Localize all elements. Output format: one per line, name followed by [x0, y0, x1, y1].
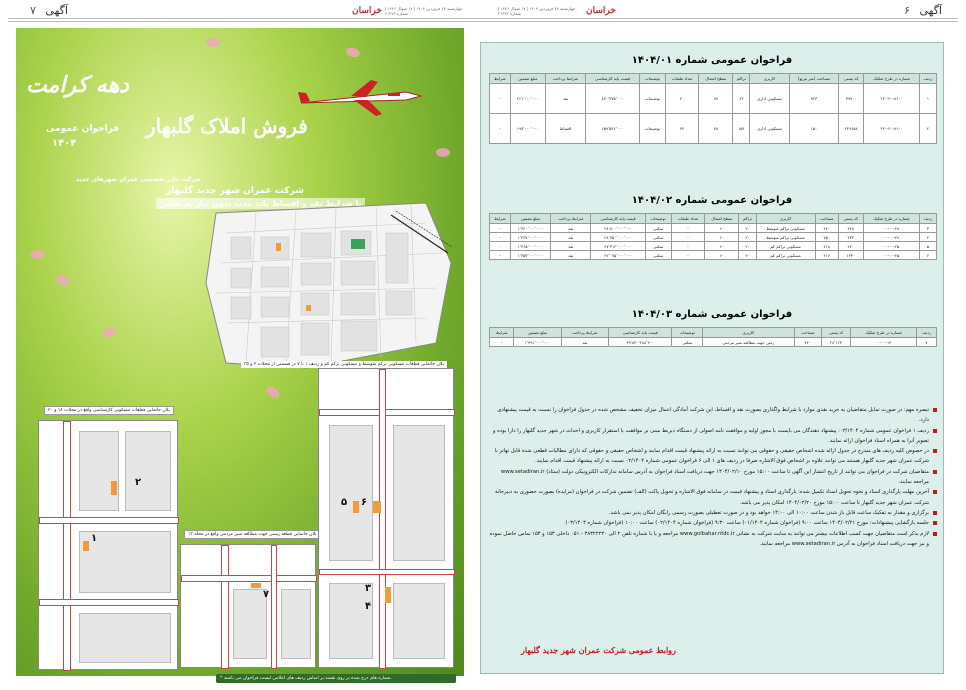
table-cell: ۶۰ — [705, 251, 739, 260]
table-header-cell: مساحت — [815, 214, 838, 224]
table-cell: ۶۵۹٬۵۲۶٬۰۰۰ — [586, 114, 640, 144]
table-cell: ۲۳۰-۲۰-۸۶۰۰ — [864, 84, 920, 114]
map-marker-7: ۷ — [263, 589, 270, 600]
table-header-cell: شرایط پرداخت — [545, 74, 585, 84]
table-cell: ۲۷٬۳۱۲٬۰۰۰٬۰۰۰ — [591, 242, 645, 251]
table-header-cell: توضیحات — [645, 214, 671, 224]
table-cell: ۶۲ — [733, 84, 750, 114]
table-cell: ۱٬۳۵۳٬۰۰۰٬۰۰۰ — [510, 251, 550, 260]
table-header-cell: شرایط — [490, 214, 511, 224]
table-cell: ۲۱۸ — [815, 242, 838, 251]
call-1-table — [489, 73, 937, 144]
table-header-cell: قیمت پایه کارشناسی — [591, 214, 645, 224]
table-cell: ۴۰ — [665, 84, 699, 114]
table-header-cell: شرایط پرداخت — [561, 328, 608, 338]
table-cell: ۲۲۸ — [838, 224, 863, 233]
table-cell: ۱۹۷٬۰۰۰٬۰۰۰ — [510, 114, 545, 144]
table-cell: ۶۰ — [705, 242, 739, 251]
plan-panel-c — [318, 368, 454, 668]
table-header-cell: توضیحات — [672, 328, 703, 338]
table-header-cell: تعداد طبقات — [671, 214, 705, 224]
tender-panel — [480, 42, 944, 674]
table-cell: - — [490, 242, 511, 251]
table-cell: - — [671, 242, 705, 251]
table-cell: - — [490, 233, 511, 242]
call-3-table — [489, 327, 937, 347]
table-cell: سکنی — [645, 233, 671, 242]
note-item: در خصوص کلیه ردیف های مندرج در جدول ارائه شده اشخاص حقیقی و حقوقی می توانند نسبت به ارائه پیشنهاد قیمت اقدام نمایند و اشخاص حقیقی و حقوقی که دارای مطالبات قطعی شده قابل تهاتر با شرکت عمران شهر جدید گلبهار هستند می توانند علاوه بر اشخاص فوق الاشاره صرفا در ردیف های ۱ الی ۶ فراخوان عمومی شماره ۰۲/۱۴۰۴ نسبت به ارائه پیشنهاد قیمت اقدام نمایند. — [489, 446, 937, 467]
call-1-title: فراخوان عمومی شماره ۱۴۰۴/۰۱ — [631, 55, 793, 66]
table-cell: توضیحات — [639, 114, 665, 144]
table-row — [490, 251, 937, 260]
table-cell: ۷۸ — [699, 84, 733, 114]
table-header-cell: مبلغ تضمین — [510, 214, 550, 224]
call-label: فراخوان عمومی — [46, 124, 120, 134]
table-cell: - — [490, 84, 511, 114]
left-page-header — [24, 4, 68, 17]
sale-poster — [16, 28, 464, 681]
note-item: متقاضیان شرکت در فراخوان می توانند از تاریخ انتشار این آگهی تا ساعت ۱۵:۰۰ مورخ ۱۴۰۴/۰۲/۱۰ جهت دریافت اسناد فراخوان به آدرس سامانه تدارکات الکترونیکی دولت (ستاد) www.setadiran.ir مراجعه نمایند. — [489, 467, 937, 488]
table-cell: ۲۱۷ — [815, 251, 838, 260]
table-header-cell: شماره در طرح تفکیک — [863, 214, 919, 224]
table-cell: ۱٬۴۴۰٬۰۰۰٬۰۰۰ — [510, 224, 550, 233]
table-cell: ۰۰-۰۰-۱۳ — [851, 338, 917, 347]
table-cell: ۲۸٬۱۶۳ — [821, 338, 850, 347]
table-cell: ۴۸ — [699, 114, 733, 144]
map-marker-6: ۶ — [361, 497, 368, 508]
right-dateline: چهارشنبه ۲۷ فروردین ۱۴۰۴ | ۱۷ شوال ۱۴۴۶ | شماره ۲۱۳۷۶ — [498, 6, 576, 16]
map-marker-3: ۳ — [365, 583, 372, 594]
slogan-text: دهه کرامت — [26, 72, 129, 98]
table-header-cell: شماره در طرح تفکیک — [864, 74, 920, 84]
table-header-cell: کاربری — [756, 214, 815, 224]
table-cell: ۸۷۰٬۳۷۵٬۰۰۰ — [586, 84, 640, 114]
table-cell: ۱۵۰ — [789, 114, 839, 144]
table-cell: - — [490, 251, 511, 260]
tender-notes — [489, 405, 937, 549]
table-cell: ۲۰ — [739, 242, 756, 251]
table-cell: ۰۰-۰۰-۲۸ — [863, 233, 919, 242]
right-page-header — [898, 4, 942, 17]
table-cell: - — [490, 338, 514, 347]
right-page-number: ۶ — [904, 4, 910, 17]
table-cell: - — [671, 251, 705, 260]
table-row — [490, 224, 937, 233]
table-header-cell: شرایط پرداخت — [550, 214, 590, 224]
table-header-cell: کد پستی — [839, 74, 864, 84]
map-marker-5: ۵ — [341, 497, 348, 508]
plan-panel-a — [38, 420, 178, 670]
note-item: تبصره مهم: در صورت تمایل متقاضیان به خرید نقدی موارد با شرایط واگذاری بصورت نقد و اقساط، این شرکت آمادگی اعمال میزان تخفیف مشخص شده در جدول فراخوان را نسبت به قیمت پیشنهادی دارد. — [489, 405, 937, 426]
table-row — [490, 242, 937, 251]
table-cell: - — [671, 233, 705, 242]
table-cell: ۱٬۴۹۱٬۰۰۰٬۰۰۰ — [514, 338, 561, 347]
table-cell: مسکونی تراکم کم — [756, 242, 815, 251]
table-cell: ۳۹۷۰۰ — [839, 84, 864, 114]
note-item: ردیف ۱ فراخوان عمومی شماره ۰۳/۱۴۰۴: پیشنهاد دهندگان می بایست با مجوز اولیه و موافقت نامه اصولی از دستگاه ذیربط مبنی بر موافقت با استقرار کاربری و احداث در شهر جدید گلبهار را دارا بوده و تصویر آنرا به همراه اسناد فراخوان ارائه نمایند. — [489, 426, 937, 447]
table-cell: سکنی — [645, 242, 671, 251]
table-header-cell: سطح اشغال — [699, 74, 733, 84]
right-logo: خراسان — [586, 6, 616, 16]
table-header-cell: سطح اشغال — [705, 214, 739, 224]
table-cell: نقد — [550, 224, 590, 233]
table-cell: مسکونی اداری — [750, 84, 789, 114]
call-3-title: فراخوان عمومی شماره ۱۴۰۴/۰۳ — [631, 309, 793, 320]
map-marker-1: ۱ — [91, 533, 98, 544]
table-cell: ۰۰-۰۰-۲۸ — [863, 224, 919, 233]
table-header-cell: ردیف — [919, 214, 936, 224]
table-cell: توضیحات — [639, 84, 665, 114]
header-rule — [8, 18, 958, 22]
table-row — [490, 233, 937, 242]
table-cell: ۲۳۰-۲۰-۸۶۰۰ — [864, 114, 920, 144]
table-header-cell: شرایط — [490, 328, 514, 338]
table-cell: ۵ — [919, 242, 936, 251]
table-header-cell: ردیف — [916, 328, 936, 338]
table-cell: سکنی — [645, 224, 671, 233]
table-header-cell: مبلغ تضمین — [514, 328, 561, 338]
panel-b-caption: پلان جانمایی قطعه رسنی جهت مطالعه سیر مردمی واقع در محله ۱۳ — [184, 530, 320, 539]
left-page-label: آگهی — [45, 4, 68, 17]
site-master-map — [186, 193, 456, 373]
plan-panel-b — [180, 544, 316, 668]
table-cell: ۲۰ — [739, 224, 756, 233]
table-cell: ۲ — [920, 114, 937, 144]
table-cell: ۷ — [916, 338, 936, 347]
table-header-cell: شماره در طرح تفکیک — [851, 328, 917, 338]
table-cell: ۱٬۳۶۵٬۰۰۰٬۰۰۰ — [510, 242, 550, 251]
table-cell: مسکونی اداری — [750, 114, 789, 144]
table-cell: ۲۵۰ — [815, 233, 838, 242]
table-cell: ۳۴ — [665, 114, 699, 144]
table-cell: مسکونی تراکم کم — [756, 251, 815, 260]
table-cell: ۰۰-۰۰-۲۵ — [863, 251, 919, 260]
call-2-title: فراخوان عمومی شماره ۱۴۰۴/۰۲ — [631, 195, 793, 206]
table-header-cell: مساحت (متر مربع) — [789, 74, 839, 84]
table-cell: - — [671, 224, 705, 233]
public-relations-signature: روابط عمومی شرکت عمران شهر جدید گلبهار — [521, 645, 676, 655]
table-row — [490, 114, 937, 144]
table-cell: نقد — [550, 242, 590, 251]
map-marker-2: ۲ — [135, 477, 142, 488]
table-cell: نقد — [550, 251, 590, 260]
table-row — [490, 338, 937, 347]
left-logo: خراسان — [352, 6, 382, 16]
table-header-cell: کد پستی — [821, 328, 850, 338]
table-cell: ۴ — [919, 233, 936, 242]
table-cell: سکنی — [672, 338, 703, 347]
note-item: برگزاری و مقدار به تفکیک ساعت قابل باز شدن ساعت ۱۰:۰۰ الی ۱۴:۰۰ خواهد بود و در صورت تعطیلی بصورت رسمی رایگان امکان پذیر نمی باشد. — [489, 508, 937, 518]
table-cell: مسکونی تراکم متوسط — [756, 224, 815, 233]
table-cell: ۱۳۳۰ — [838, 251, 863, 260]
table-cell: ۱۵۴ — [733, 114, 750, 144]
table-cell: مسکونی تراکم متوسط — [756, 233, 815, 242]
main-map-caption: پلان جانمایی قطعات مسکونی ترکم متوسط و مسکونی ترکم کم و ردیف ۱ تا ۷ در قسمتی از محلات ۲ و ۳۵ — [241, 361, 447, 368]
table-cell: ۲۰ — [739, 251, 756, 260]
panel-a-caption: پلان جانمایی قطعات مسکونی کارشناسی واقع در محلات ۱۸ و ۲۰ — [44, 406, 174, 415]
table-cell: - — [490, 114, 511, 144]
table-cell: ۶۰ — [705, 233, 739, 242]
table-header-cell: قیمت پایه کارشناسی — [586, 74, 640, 84]
table-header-cell: کاربری — [750, 74, 789, 84]
table-cell: ۲۰ — [739, 233, 756, 242]
table-cell: اقساط — [545, 114, 585, 144]
table-header-cell: کد پستی — [838, 214, 863, 224]
table-cell: نقد — [550, 233, 590, 242]
table-cell: ۲۶۱٬۰۰۰٬۰۰۰ — [510, 84, 545, 114]
table-header-cell: مساحت — [794, 328, 821, 338]
company-line: شرکت مادر تخصصی عمران شهرهای جدید — [76, 176, 201, 183]
table-cell: ۱ — [920, 84, 937, 114]
table-header-cell: تراکم — [733, 74, 750, 84]
table-cell: ۱٬۴۳۷٬۰۰۰٬۰۰۰ — [510, 233, 550, 242]
left-dateline: چهارشنبه ۲۷ فروردین ۱۴۰۴ | ۱۷ شوال ۱۴۴۶ | شماره ۲۱۳۷۶ — [385, 6, 463, 16]
table-header-cell: مبلغ تضمین — [510, 74, 545, 84]
table-cell: ۲۸٬۷۵۰٬۰۰۰٬۰۰۰ — [591, 233, 645, 242]
table-cell: ۴۴۰ — [794, 338, 821, 347]
headline-text: فروش املاک گلبهار — [146, 114, 308, 138]
map-marker-4: ۴ — [365, 601, 372, 612]
table-cell: ۰۰-۰۰-۲۵ — [863, 242, 919, 251]
table-cell: ۲۹٬۸۳۰٬۲۸۸٬۴۰۰ — [609, 338, 672, 347]
right-page-label: آگهی — [919, 4, 942, 17]
company-name: شرکت عمران شهر جدید گلبهار — [166, 186, 305, 196]
table-header-cell: ردیف — [920, 74, 937, 84]
note-item: جلسه بازگشایی پیشنهادات: مورخ ۱۴۰۴/۰۲/۲۱ ساعت ۹:۰۰ (فراخوان شماره ۰۱/۱۴۰۴) ساعت ۹:۳۰ (فراخوان شماره ۰۲/۱۴۰۴) ساعت ۱۰:۰۰ (فراخوان شماره ۰۳/۱۴۰۴) — [489, 518, 937, 528]
table-header-cell: کاربری — [702, 328, 794, 338]
table-cell: ۲۲۰ — [838, 242, 863, 251]
left-page-number: ۷ — [30, 4, 36, 17]
table-header-cell: قیمت پایه کارشناسی — [609, 328, 672, 338]
table-cell: ۹۲۳ — [789, 84, 839, 114]
table-cell: زمین جهت مطالعه سیر مردمی — [702, 338, 794, 347]
table-cell: ۲۴۰ — [815, 224, 838, 233]
table-cell: ۲۷٬۰۷۵٬۰۰۰٬۰۰۰ — [591, 251, 645, 260]
airplane-icon — [296, 78, 426, 118]
table-cell: ۶ — [919, 251, 936, 260]
year-label: ۱۴۰۴ — [52, 138, 77, 149]
call-2-table — [489, 213, 937, 260]
table-cell: - — [490, 224, 511, 233]
table-cell: ۲۲۷۶۵۸ — [839, 114, 864, 144]
table-cell: نقد — [545, 84, 585, 114]
table-cell: سکنی — [645, 251, 671, 260]
table-row — [490, 84, 937, 114]
table-header-cell: توضیحات — [639, 74, 665, 84]
table-cell: نقد — [561, 338, 608, 347]
note-item: آخرین مهلت بارگذاری اسناد و نحوه تحویل اسناد تکمیل شده: بارگذاری اسناد و پیشنهاد قیمت در سامانه فوق الاشاره و تحویل پاکت (الف) تضمین شرکت در فراخوان (مزایده) بصورت حضوری به دبیرخانه شرکت عمران شهر جدید گلبهار تا ساعت ۱۵:۰۰ مورخ ۱۴۰۴/۰۲/۲۰ امکان پذیر می باشد. — [489, 487, 937, 508]
table-cell: ۲۳۳ — [838, 233, 863, 242]
table-cell: ۲۸٬۸۰۰٬۰۰۰٬۰۰۰ — [591, 224, 645, 233]
table-header-cell: شرایط — [490, 74, 511, 84]
table-cell: ۶۰ — [705, 224, 739, 233]
terms-text: با شرایط نقد و اقساط بلند مدت بدون نیاز به ضامن — [156, 198, 365, 209]
table-cell: ۳ — [919, 224, 936, 233]
table-header-cell: تراکم — [739, 214, 756, 224]
table-header-cell: تعداد طبقات — [665, 74, 699, 84]
map-footnote: * شماره های درج شده بر روی نقشه بر اساس ردیف های اعلامی لیست فراخوان می باشند. — [216, 674, 456, 683]
note-item: لازم بذکر است متقاضیان جهت کسب اطلاعات بیشتر می توانند به سایت شرکت به نشانی www.golbahar.ntdc.ir مراجعه و یا با شماره تلفن ۲ الی ۳۸۳۲۲۲۳۰ - ۰۵۱ داخلی ۱۵۳ و ۱۵۴ تماس حاصل نموده و نیز جهت دریافت اسناد فراخوان به آدرس www.setadiran.ir مراجعه نمایند. — [489, 529, 937, 550]
